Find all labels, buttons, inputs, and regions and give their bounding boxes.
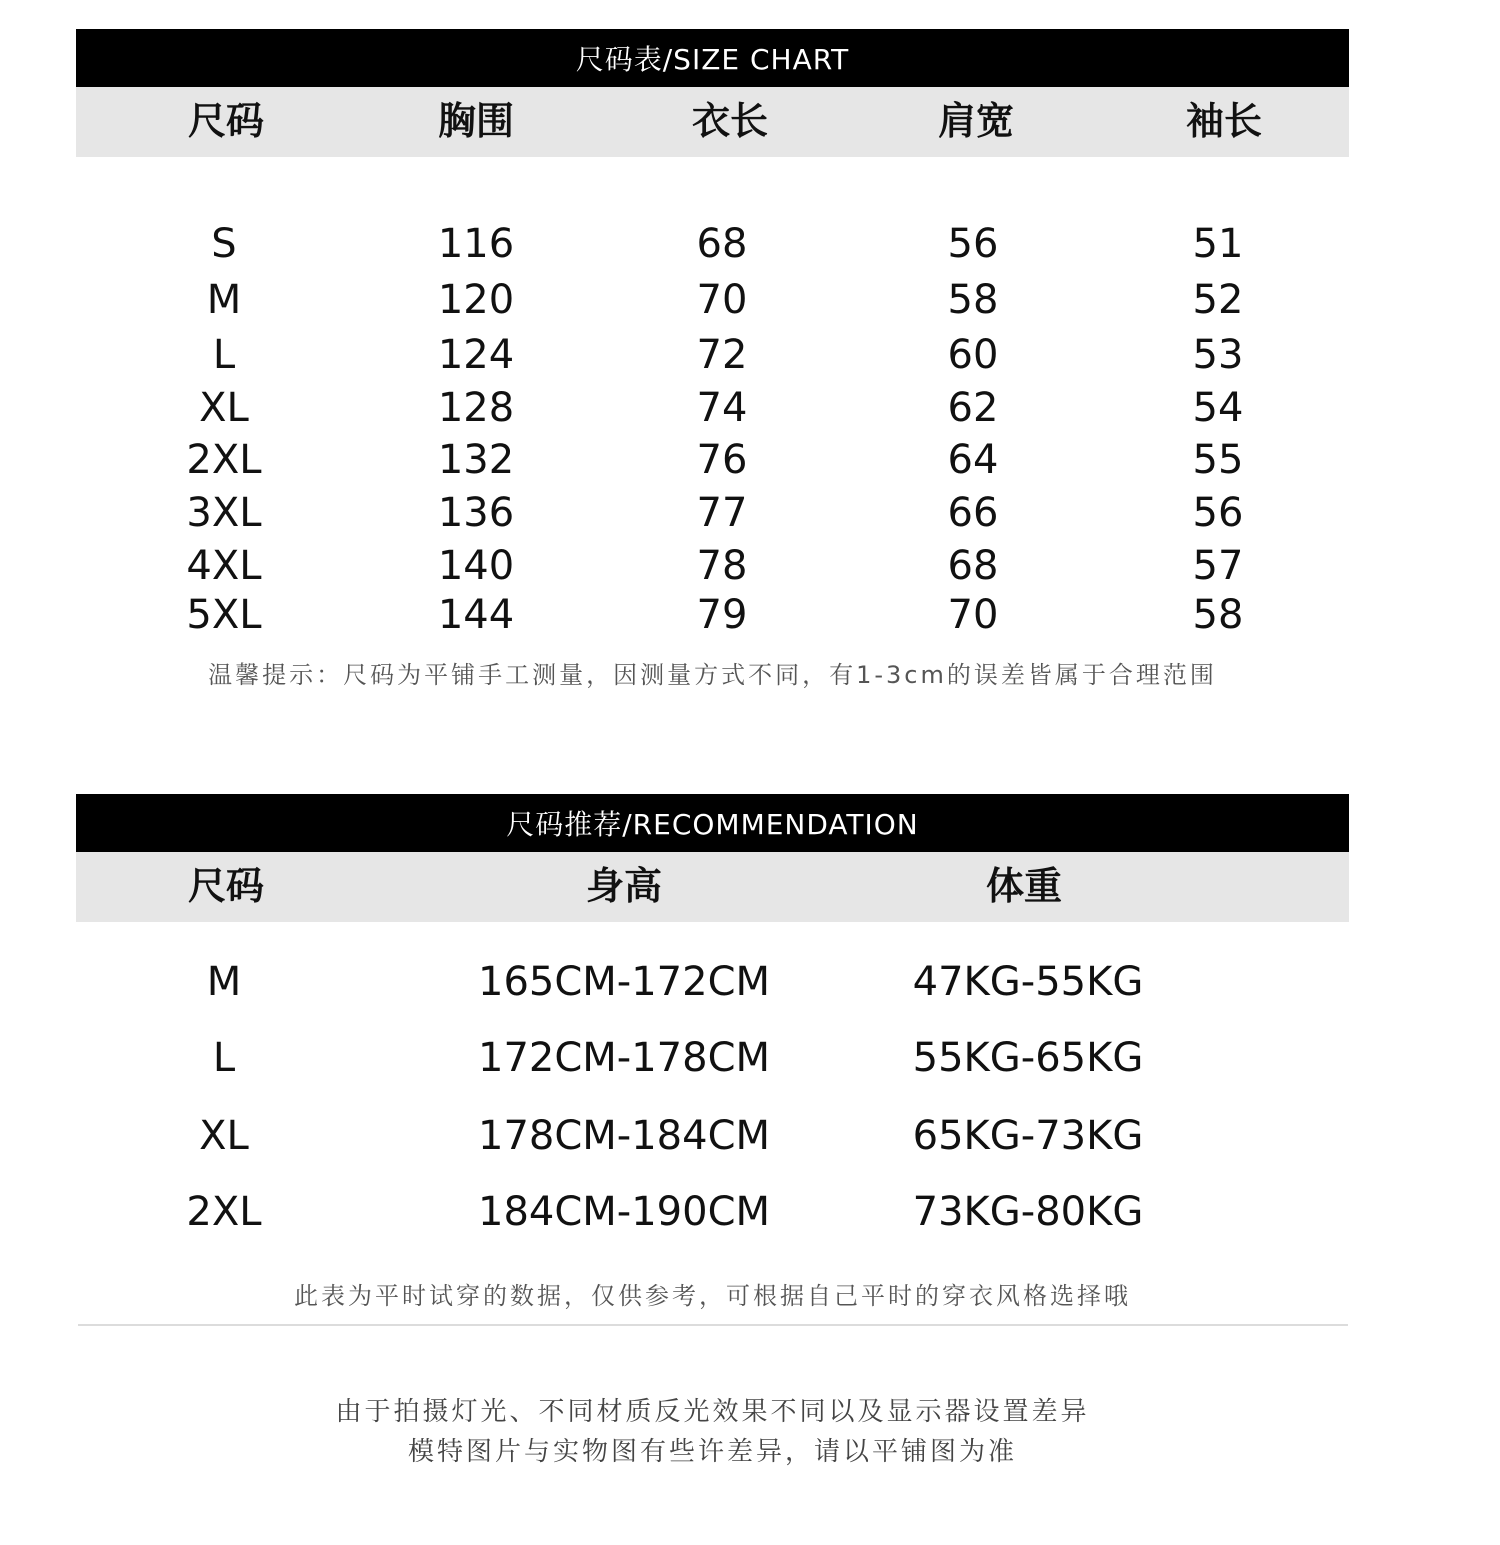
size-row-sleeve: 51 xyxy=(1192,221,1244,267)
size-row-size: 4XL xyxy=(186,543,262,589)
header-sleeve: 袖长 xyxy=(1185,99,1263,143)
header-rec-size: 尺码 xyxy=(187,864,265,908)
size-row-chest: 116 xyxy=(437,221,515,267)
size-row-size: 2XL xyxy=(186,437,262,483)
size-chart-title: 尺码表/SIZE CHART xyxy=(575,43,850,76)
size-row-shoulder: 68 xyxy=(947,543,999,589)
size-row-length: 77 xyxy=(696,490,748,536)
size-row-size: S xyxy=(211,221,237,267)
header-height: 身高 xyxy=(585,864,663,908)
size-row-size: L xyxy=(212,332,236,378)
size-row-sleeve: 53 xyxy=(1192,332,1244,378)
rec-row-size: M xyxy=(206,959,242,1005)
header-shoulder: 肩宽 xyxy=(937,99,1015,143)
size-row-size: M xyxy=(206,277,242,323)
size-row-size: XL xyxy=(199,385,249,431)
rec-row-height: 172CM-178CM xyxy=(477,1035,771,1081)
size-row-chest: 124 xyxy=(437,332,515,378)
header-chest: 胸围 xyxy=(437,99,515,143)
footer-line-2: 模特图片与实物图有些许差异，请以平铺图为准 xyxy=(407,1437,1017,1467)
size-row-size: 3XL xyxy=(186,490,262,536)
size-row-shoulder: 58 xyxy=(947,277,999,323)
size-chart-title-bar xyxy=(76,29,1349,87)
rec-row-height: 184CM-190CM xyxy=(477,1189,771,1235)
rec-row-weight: 65KG-73KG xyxy=(912,1113,1144,1159)
size-chart-header-row xyxy=(76,87,1349,157)
size-row-sleeve: 54 xyxy=(1192,385,1244,431)
size-row-sleeve: 56 xyxy=(1192,490,1244,536)
size-row-sleeve: 58 xyxy=(1192,592,1244,638)
footer-line-1: 由于拍摄灯光、不同材质反光效果不同以及显示器设置差异 xyxy=(335,1397,1090,1427)
size-row-chest: 136 xyxy=(437,490,515,536)
size-chart-note: 温馨提示：尺码为平铺手工测量，因测量方式不同，有1-3cm的误差皆属于合理范围 xyxy=(208,661,1217,689)
rec-row-weight: 47KG-55KG xyxy=(912,959,1144,1005)
size-row-shoulder: 60 xyxy=(947,332,999,378)
rec-row-weight: 55KG-65KG xyxy=(912,1035,1144,1081)
size-row-length: 68 xyxy=(696,221,748,267)
rec-row-height: 178CM-184CM xyxy=(477,1113,771,1159)
recommendation-title: 尺码推荐/RECOMMENDATION xyxy=(506,808,919,841)
divider xyxy=(78,1324,1348,1326)
rec-row-size: 2XL xyxy=(186,1189,262,1235)
size-row-length: 74 xyxy=(696,385,748,431)
header-size: 尺码 xyxy=(187,99,265,143)
size-row-shoulder: 64 xyxy=(947,437,999,483)
size-row-chest: 144 xyxy=(437,592,515,638)
size-row-shoulder: 62 xyxy=(947,385,999,431)
size-row-length: 70 xyxy=(696,277,748,323)
size-row-length: 79 xyxy=(696,592,748,638)
size-row-length: 78 xyxy=(696,543,748,589)
recommendation-title-bar xyxy=(76,794,1349,852)
rec-row-size: XL xyxy=(199,1113,249,1159)
rec-row-size: L xyxy=(212,1035,236,1081)
size-row-sleeve: 57 xyxy=(1192,543,1244,589)
recommendation-header-row xyxy=(76,852,1349,922)
size-row-chest: 120 xyxy=(437,277,515,323)
header-weight: 体重 xyxy=(985,864,1063,908)
size-row-shoulder: 56 xyxy=(947,221,999,267)
size-row-shoulder: 70 xyxy=(947,592,999,638)
size-row-chest: 128 xyxy=(437,385,515,431)
header-length: 衣长 xyxy=(691,99,769,143)
size-row-sleeve: 55 xyxy=(1192,437,1244,483)
size-row-chest: 140 xyxy=(437,543,515,589)
rec-row-height: 165CM-172CM xyxy=(477,959,771,1005)
size-row-shoulder: 66 xyxy=(947,490,999,536)
size-row-chest: 132 xyxy=(437,437,515,483)
recommendation-note: 此表为平时试穿的数据，仅供参考，可根据自己平时的穿衣风格选择哦 xyxy=(294,1282,1131,1310)
rec-row-weight: 73KG-80KG xyxy=(912,1189,1144,1235)
size-row-sleeve: 52 xyxy=(1192,277,1244,323)
size-row-size: 5XL xyxy=(186,592,262,638)
size-row-length: 76 xyxy=(696,437,748,483)
size-row-length: 72 xyxy=(696,332,748,378)
